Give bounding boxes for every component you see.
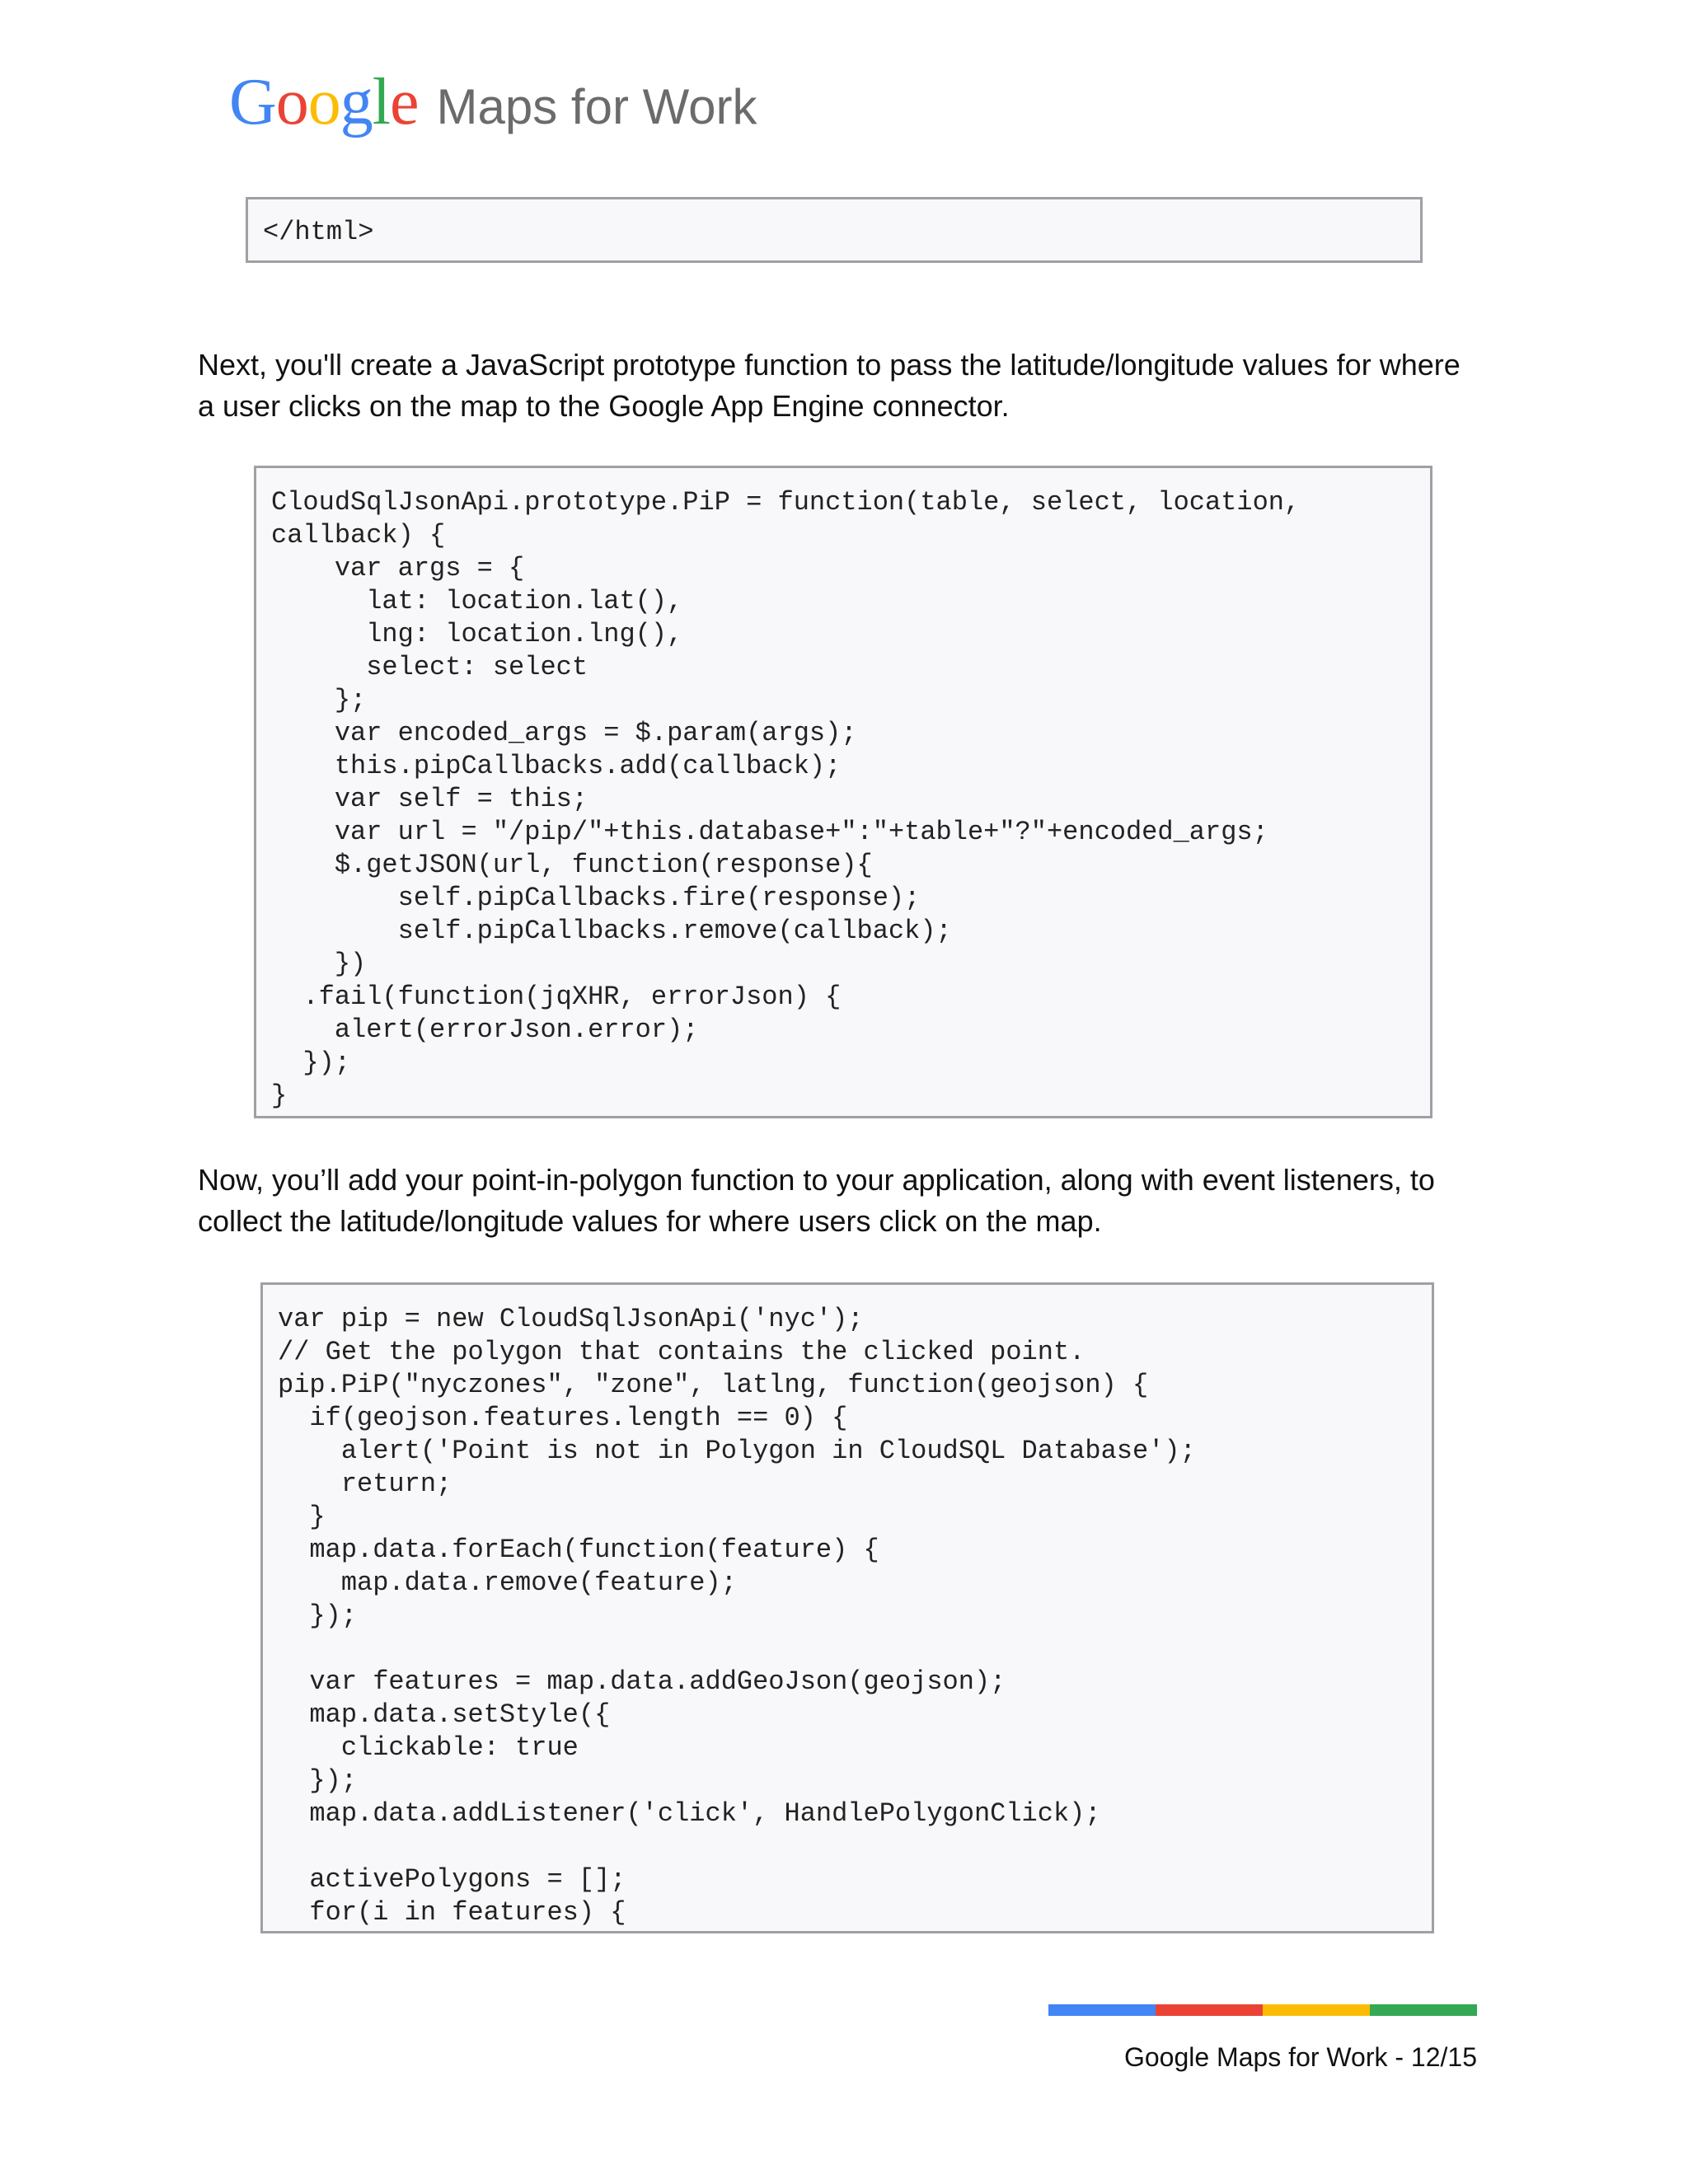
code-block-pip-usage [260,1282,1434,1933]
code-line: callback) { [271,520,446,551]
code-line: }); [271,1047,351,1078]
logo-letter: o [275,66,308,138]
code-line: if(geojson.features.length == 0) { [278,1403,848,1433]
code-line [278,1633,1417,1666]
color-segment-green [1370,2004,1477,2016]
google-wordmark [229,61,419,143]
code-line: }; [271,685,367,715]
color-segment-blue [1048,2004,1156,2016]
code-line: var pip = new CloudSqlJsonApi('nyc'); [278,1304,864,1334]
code-line: .fail(function(jqXHR, errorJson) { [271,982,842,1012]
code-line: } [271,1080,288,1111]
paragraph-prototype-intro: Next, you'll create a JavaScript prototype function to pass the latitude/longitude values for where a user clicks on the map to the Google App Engine connector. [198,348,1461,423]
logo-letter: e [390,66,419,138]
code-line: self.pipCallbacks.fire(response); [271,883,921,913]
code-line: }) [271,949,367,979]
code-line: CloudSqlJsonApi.prototype.PiP = function(table, select, location, [271,487,1301,518]
code-line: select: select [271,652,588,682]
brand-color-bar [1048,2004,1477,2016]
code-line: alert(errorJson.error); [271,1015,699,1045]
google-maps-for-work-logo [229,61,757,143]
product-name: Maps for Work [436,79,757,134]
code-line: var self = this; [271,784,588,814]
logo-letter: o [307,66,340,138]
code-line: return; [278,1469,452,1499]
code-line: var args = { [271,553,525,583]
logo-letter: g [340,66,373,138]
code-line: alert('Point is not in Polygon in CloudSQL Database'); [278,1436,1196,1466]
code-line: }); [278,1601,358,1631]
code-line: map.data.addListener('click', HandlePolygonClick); [278,1798,1101,1829]
color-segment-red [1156,2004,1263,2016]
code-line [278,1830,1417,1863]
code-line: map.data.setStyle({ [278,1699,611,1730]
code-line: clickable: true [278,1732,579,1763]
code-line: activePolygons = []; [278,1864,626,1895]
code-line: lat: location.lat(), [271,586,683,616]
code-line: // Get the polygon that contains the clicked point. [278,1337,1085,1367]
code-block-prototype-function [254,466,1432,1118]
logo-letter: l [372,66,391,138]
color-segment-yellow [1263,2004,1370,2016]
code-line: }); [278,1765,358,1796]
code-line: self.pipCallbacks.remove(callback); [271,916,952,946]
code-line: lng: location.lng(), [271,619,683,649]
code-block-html-close [246,197,1423,263]
code-line: for(i in features) { [278,1897,626,1928]
code-line: $.getJSON(url, function(response){ [271,850,873,880]
code-line: pip.PiP("nyczones", "zone", latlng, function(geojson) { [278,1370,1149,1400]
code-line: </html> [263,217,374,247]
code-line: map.data.remove(feature); [278,1568,737,1598]
code-line: map.data.forEach(function(feature) { [278,1535,879,1565]
code-line: this.pipCallbacks.add(callback); [271,751,842,781]
paragraph-pip-intro: Now, you’ll add your point-in-polygon function to your application, along with event listeners, to collect the latitude/longitude values for where users click on the map. [198,1163,1435,1238]
logo-letter: G [229,66,276,138]
code-line: var url = "/pip/"+this.database+":"+table+"?"+encoded_args; [271,817,1268,847]
code-line: var encoded_args = $.param(args); [271,718,857,748]
code-line: var features = map.data.addGeoJson(geojson); [278,1666,1006,1697]
code-line: } [278,1502,326,1532]
page-footer-label: Google Maps for Work - 12/15 [1123,2042,1477,2072]
